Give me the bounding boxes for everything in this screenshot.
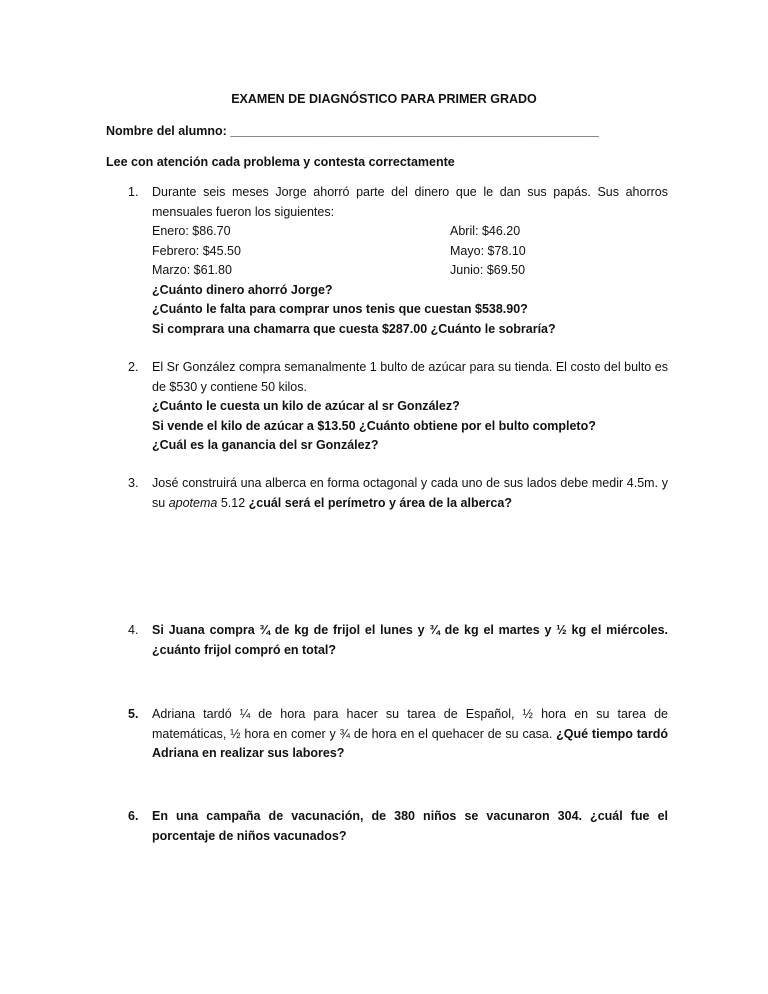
question-2-ask-2: Si vende el kilo de azúcar a $13.50 ¿Cuánto obtiene por el bulto completo?	[152, 418, 596, 433]
question-2-ask-3: ¿Cuál es la ganancia del sr González?	[152, 438, 379, 452]
question-1-ask-1: ¿Cuánto dinero ahorró Jorge?	[152, 282, 333, 297]
exam-title: EXAMEN DE DIAGNÓSTICO PARA PRIMER GRADO	[231, 92, 537, 106]
month-enero: Enero: $86.70	[152, 224, 231, 238]
question-3-ask: ¿cuál será el perímetro y área de la alberca?	[248, 495, 512, 510]
question-number: 3.	[128, 476, 139, 490]
apotema-term: apotema	[168, 495, 218, 510]
question-number: 1.	[128, 185, 139, 199]
month-abril: Abril: $46.20	[450, 224, 521, 238]
question-5-ask: ¿Qué tiempo tardó Adriana en realizar sus labores?	[152, 726, 668, 760]
question-3	[128, 474, 668, 513]
question-1-intro: Durante seis meses Jorge ahorró parte del dinero que le dan sus papás. Sus ahorros mensuales fueron los siguientes:	[152, 185, 668, 219]
month-junio: Junio: $69.50	[450, 263, 526, 277]
question-4-text: Si Juana compra ¾ de kg de frijol el lunes y ¾ de kg el martes y ½ kg el miércoles. ¿cuánto frijol compró en total?	[152, 623, 668, 657]
question-number: 4.	[128, 623, 139, 637]
question-3-text-a: José construirá una alberca en forma octagonal y cada uno de sus lados debe medir 4.5m. y su	[152, 476, 668, 510]
question-1-ask-3: Si comprara una chamarra que cuesta $287.00 ¿Cuánto le sobraría?	[152, 321, 556, 336]
question-5	[128, 705, 668, 764]
month-marzo: Marzo: $61.80	[152, 263, 232, 277]
question-number: 6.	[128, 809, 139, 823]
month-mayo: Mayo: $78.10	[450, 243, 526, 258]
instructions: Lee con atención cada problema y contesta correctamente	[106, 155, 455, 169]
question-number: 5.	[128, 707, 139, 721]
question-2-intro: El Sr González compra semanalmente 1 bulto de azúcar para su tienda. El costo del bulto es de $530 y contiene 50 kilos.	[152, 360, 668, 394]
question-6	[128, 807, 668, 846]
question-6-text: En una campaña de vacunación, de 380 niños se vacunaron 304. ¿cuál fue el porcentaje de niños vacunados?	[152, 809, 668, 843]
question-3-text	[152, 474, 668, 513]
question-3-text-b: 5.12	[217, 495, 249, 510]
student-name-line: Nombre del alumno: _____________________________________________________	[106, 124, 599, 138]
monthly-savings-list	[152, 222, 668, 281]
question-2	[128, 358, 668, 456]
question-1	[128, 183, 668, 339]
question-2-ask-1: ¿Cuánto le cuesta un kilo de azúcar al sr González?	[152, 399, 460, 413]
question-number: 2.	[128, 360, 139, 374]
question-1-ask-2: ¿Cuánto le falta para comprar unos tenis que cuestan $538.90?	[152, 302, 528, 316]
question-4	[128, 621, 668, 660]
month-febrero: Febrero: $45.50	[152, 243, 241, 258]
question-5-text	[152, 705, 668, 764]
question-5-text-a: Adriana tardó ¼ de hora para hacer su tarea de Español, ½ hora en su tarea de matemáticas, ½ hora en comer y ¾ de hora en el quehacer de su casa.	[152, 707, 668, 741]
